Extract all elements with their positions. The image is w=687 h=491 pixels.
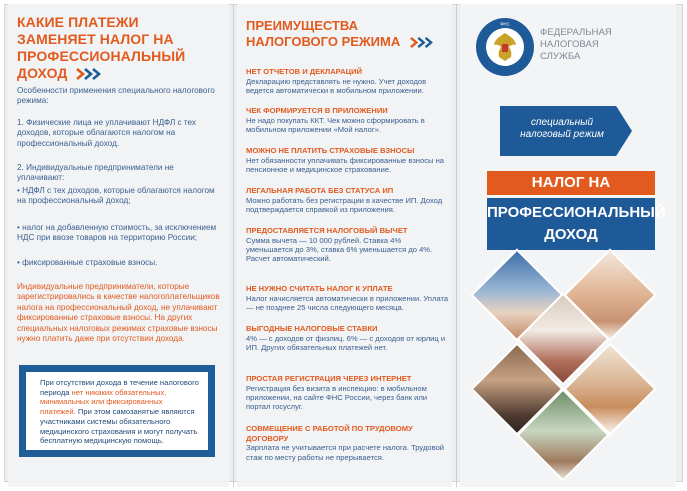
panel1-title xyxy=(17,14,217,82)
advantage-item xyxy=(246,324,450,352)
info-box-part1: При отсутствии дохода в течение налогового периода xyxy=(40,378,199,397)
cover-title-line2: ПРОФЕССИОНАЛЬНЫЙ xyxy=(487,204,666,221)
cover-title-line3: ДОХОД xyxy=(544,226,598,243)
advantage-text: Декларацию представлять не нужно. Учет доходов ведется автоматически в мобильном приложении. xyxy=(246,76,427,95)
advantage-heading: МОЖНО НЕ ПЛАТИТЬ СТРАХОВЫЕ ВЗНОСЫ xyxy=(246,146,415,155)
panel1-bullet3: • фиксированные страховые взносы. xyxy=(17,258,158,267)
fns-emblem-icon xyxy=(475,17,535,77)
advantage-text: Сумма вычета — 10 000 рублей. Ставка 4% уменьшается до 3%, ставка 6% уменьшается до 4%. Расчет автоматический. xyxy=(246,235,433,264)
chevrons-icon xyxy=(75,68,101,80)
advantage-item xyxy=(246,424,450,462)
info-box-text xyxy=(26,372,208,450)
advantage-item xyxy=(246,284,450,312)
panel1-bullet2: • налог на добавленную стоимость, за исключением НДС при ввозе товаров на территорию России; xyxy=(17,223,217,243)
info-box xyxy=(19,365,215,457)
cover-title-line1: НАЛОГ НА xyxy=(531,174,611,191)
advantage-heading: НЕ НУЖНО СЧИТАТЬ НАЛОГ К УПЛАТЕ xyxy=(246,284,393,293)
ribbon-line: налоговый режим xyxy=(520,129,604,140)
advantage-text: Можно работать без регистрации в качестве ИП. Доход подтверждается справкой из приложения. xyxy=(246,195,443,214)
advantage-text: Зарплата не учитывается при расчете налога. Трудовой стаж по месту работы не прерывается. xyxy=(246,443,445,462)
panel1-intro: Особенности применения специального налогового режима: xyxy=(17,86,215,106)
panel1-title-text: КАКИЕ ПЛАТЕЖИ ЗАМЕНЯЕТ НАЛОГ НА ПРОФЕССИОНАЛЬНЫЙ ДОХОД xyxy=(17,14,186,81)
agency-line: НАЛОГОВАЯ xyxy=(540,39,599,50)
panel2-title-text: ПРЕИМУЩЕСТВА НАЛОГОВОГО РЕЖИМА xyxy=(246,18,401,49)
advantage-heading: СОВМЕЩЕНИЕ С РАБОТОЙ ПО ТРУДОВОМУ ДОГОВОРУ xyxy=(246,424,413,443)
agency-line: ФЕДЕРАЛЬНАЯ xyxy=(540,27,612,38)
advantage-heading: ЛЕГАЛЬНАЯ РАБОТА БЕЗ СТАТУСА ИП xyxy=(246,186,394,195)
ribbon-line: специальный xyxy=(530,117,594,128)
advantage-text: 4% — с доходов от физлиц. 6% — с доходов от юрлиц и ИП. Других обязательных платежей нет. xyxy=(246,333,446,352)
svg-text:ФНС: ФНС xyxy=(500,21,510,27)
panel1-point2: 2. Индивидуальные предприниматели не уплачивают: xyxy=(17,163,174,183)
advantage-heading: ПРОСТАЯ РЕГИСТРАЦИЯ ЧЕРЕЗ ИНТЕРНЕТ xyxy=(246,374,412,383)
info-box-part2: При этом самозанятые являются участниками системы обязательного медицинского страхования и могут получать бесплатную медицинскую помощь. xyxy=(40,407,198,446)
fold-line xyxy=(456,4,457,487)
advantage-heading: ПРЕДОСТАВЛЯЕТСЯ НАЛОГОВЫЙ ВЫЧЕТ xyxy=(246,226,408,235)
agency-line: СЛУЖБА xyxy=(540,51,581,62)
panel1-bullet1: • НДФЛ с тех доходов, которые облагаются налогом на профессиональный доход; xyxy=(17,186,215,206)
advantage-text: Нет обязанности уплачивать фиксированные взносы на пенсионное и медицинское страхование. xyxy=(246,155,445,174)
info-box-highlight: нет никаких обязательных, минимальных или фиксированных платежей. xyxy=(40,387,167,417)
advantage-text: Не надо покупать ККТ. Чек можно сформировать в мобильном приложении «Мой налог». xyxy=(246,115,425,134)
advantage-item xyxy=(246,67,450,95)
ribbon-text xyxy=(506,117,618,141)
panel1-point1: 1. Физические лица не уплачивают НДФЛ с тех доходов, которые облагаются налогом на профессиональный доход. xyxy=(17,118,197,148)
advantage-item xyxy=(246,186,450,214)
advantage-item xyxy=(246,374,450,412)
advantage-heading: ВЫГОДНЫЕ НАЛОГОВЫЕ СТАВКИ xyxy=(246,324,378,333)
panel1-orange-note: Индивидуальные предприниматели, которые зарегистрировались в качестве налогоплательщиков налога на профессиональный доход, не уплачивают фиксированные страховые взносы. На других специальных налоговых режимах страховые взносы нужно платить даже при отсутствии дохода. xyxy=(17,282,220,344)
advantage-heading: ЧЕК ФОРМИРУЕТСЯ В ПРИЛОЖЕНИИ xyxy=(246,106,388,115)
fold-line xyxy=(233,4,234,487)
advantage-item xyxy=(246,146,450,174)
panel2-title xyxy=(246,18,446,50)
cover-title-lines xyxy=(487,202,666,246)
agency-name xyxy=(540,27,630,63)
advantage-heading: НЕТ ОТЧЕТОВ И ДЕКЛАРАЦИЙ xyxy=(246,67,363,76)
advantage-item xyxy=(246,226,450,264)
chevrons-icon xyxy=(408,37,434,48)
advantage-text: Налог начисляется автоматически в приложении. Уплата — не позднее 25 числа следующего месяца. xyxy=(246,293,449,312)
advantage-text: Регистрация без визита в инспекцию: в мобильном приложении, на сайте ФНС России, через банк или портал госуслуг. xyxy=(246,383,428,412)
advantage-item xyxy=(246,106,450,134)
